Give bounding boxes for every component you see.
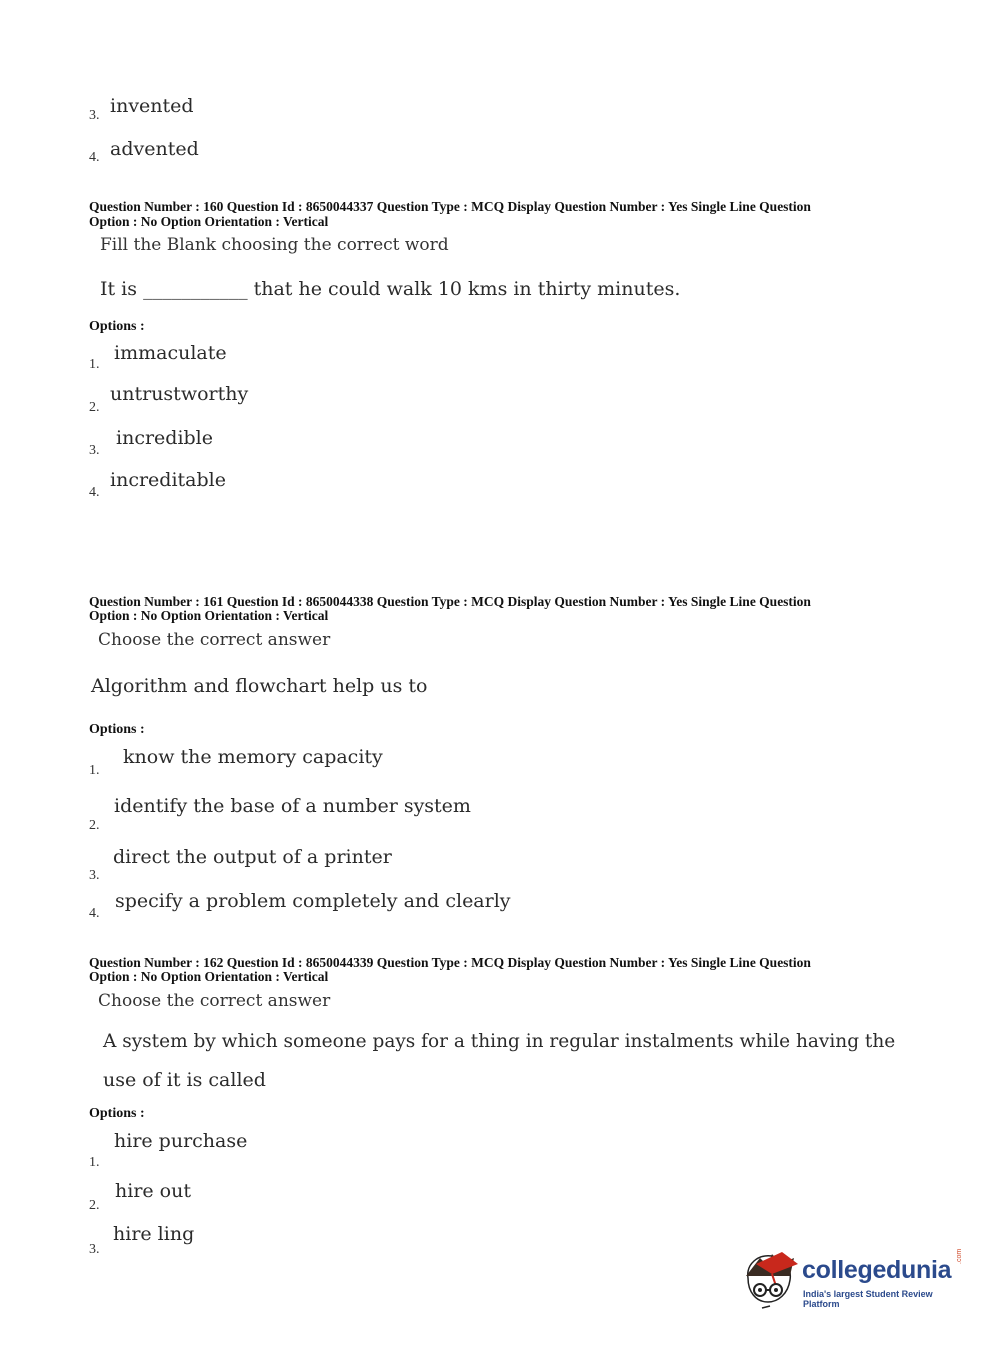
option-number: 1. (89, 357, 100, 372)
option-number: 3. (89, 443, 100, 458)
brand-suffix: .com (956, 1248, 963, 1264)
stem-before: It is (100, 278, 138, 300)
option-number: 4. (89, 485, 100, 500)
options-label: Options : (89, 1106, 145, 1121)
options-label: Options : (89, 319, 145, 334)
option-number: 3. (89, 1242, 100, 1257)
option-number: 4. (89, 150, 100, 165)
question-instruction: Choose the correct answer (98, 991, 331, 1011)
question-meta: Question Number : 162 Question Id : 8650044339 Question Type : MCQ Display Question Number : Yes Single Line Question (89, 955, 811, 970)
option-number: 2. (89, 400, 100, 415)
option-number: 1. (89, 1155, 100, 1170)
options-label: Options : (89, 722, 145, 737)
option-text: incredible (116, 427, 214, 449)
question-instruction: Fill the Blank choosing the correct word (100, 235, 449, 255)
stem-after: that he could walk 10 kms in thirty minutes. (253, 278, 681, 300)
question-meta: Option : No Option Orientation : Vertical (89, 969, 329, 984)
option-number: 1. (89, 763, 100, 778)
mascot-icon (742, 1250, 800, 1314)
question-meta: Question Number : 161 Question Id : 8650044338 Question Type : MCQ Display Question Number : Yes Single Line Question (89, 594, 811, 609)
option-text: hire out (115, 1180, 191, 1202)
question-meta: Option : No Option Orientation : Vertical (89, 214, 329, 229)
question-meta: Question Number : 160 Question Id : 8650044337 Question Type : MCQ Display Question Number : Yes Single Line Question (89, 199, 811, 214)
option-text: identify the base of a number system (114, 795, 471, 817)
option-number: 3. (89, 108, 100, 123)
option-text: increditable (110, 469, 226, 491)
option-number: 3. (89, 868, 100, 883)
question-stem-line: use of it is called (103, 1069, 266, 1091)
option-text: immaculate (114, 342, 227, 364)
option-number: 2. (89, 818, 100, 833)
option-text: specify a problem completely and clearly (115, 890, 511, 912)
option-text: hire ling (113, 1223, 195, 1245)
stem-blank: ___________ (143, 278, 248, 300)
question-stem (100, 278, 680, 300)
option-text: invented (110, 95, 194, 117)
option-text: hire purchase (114, 1130, 248, 1152)
question-instruction: Choose the correct answer (98, 630, 331, 650)
option-text: direct the output of a printer (113, 846, 392, 868)
brand-name: collegedunia (802, 1256, 952, 1284)
question-stem-line: A system by which someone pays for a thing in regular instalments while having the (103, 1031, 896, 1052)
option-text: advented (110, 138, 199, 160)
option-number: 2. (89, 1198, 100, 1213)
option-text: untrustworthy (110, 383, 249, 405)
collegedunia-watermark (742, 1250, 970, 1316)
brand-tagline: India's largest Student Review Platform (803, 1289, 933, 1309)
question-stem: Algorithm and flowchart help us to (91, 675, 428, 697)
question-meta: Option : No Option Orientation : Vertical (89, 608, 329, 623)
option-text: know the memory capacity (123, 746, 383, 768)
option-number: 4. (89, 906, 100, 921)
